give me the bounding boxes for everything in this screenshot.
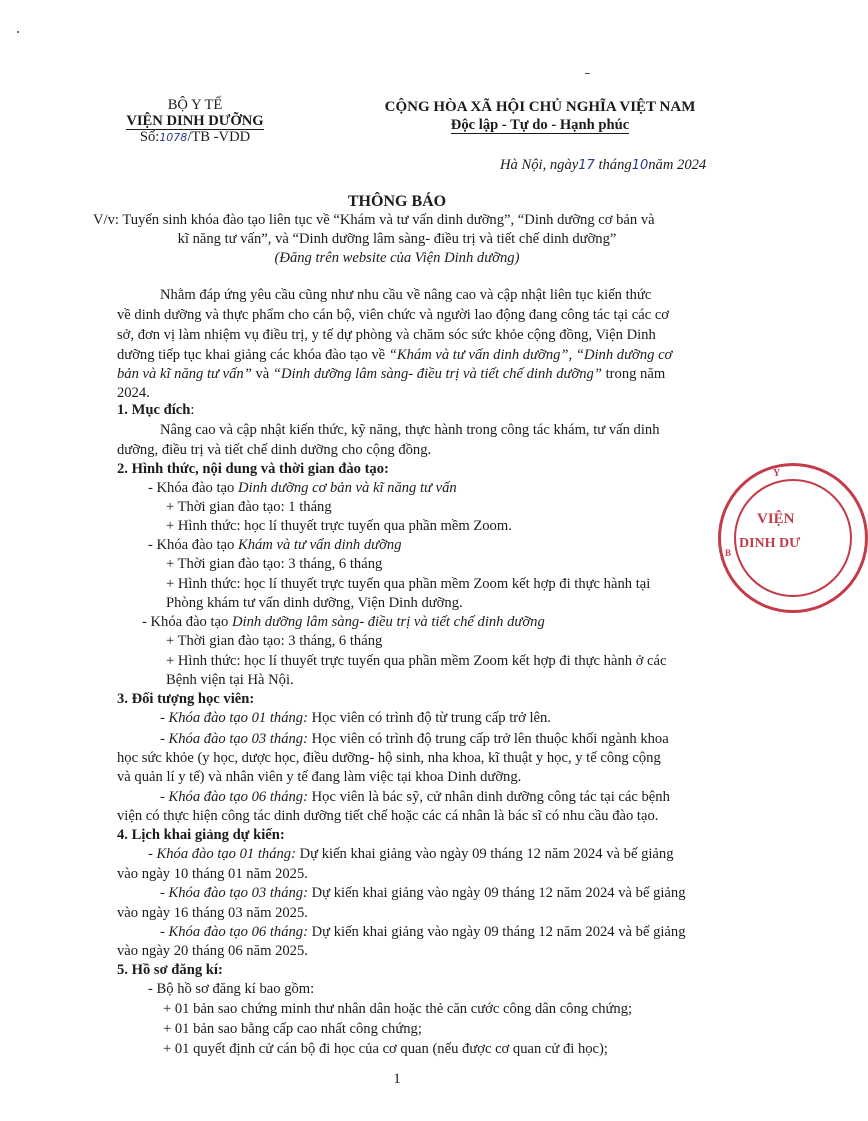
handwritten-day: 17 [578, 158, 595, 173]
handwritten-month: 10 [631, 158, 649, 173]
intro-line-4: dưỡng tiếp tục khai giảng các khóa đào tạo về “Khám và tư vấn dinh dưỡng”, “Dinh dưỡng cơ [117, 347, 673, 363]
audience-1-month: - Khóa đào tạo 01 tháng: Học viên có trình độ từ trung cấp trở lên. [160, 710, 551, 726]
section-4-heading: 4. Lịch khai giảng dự kiến: [117, 827, 285, 843]
section-2-heading: 2. Hình thức, nội dung và thời gian đào tạo: [117, 461, 389, 477]
course-2-form-2: Phòng khám tư vấn dinh dưỡng, Viện Dinh dưỡng. [166, 595, 463, 611]
official-stamp [718, 463, 868, 613]
country-name: CỘNG HÒA XÃ HỘI CHỦ NGHĨA VIỆT NAM [384, 99, 696, 115]
notice-title: THÔNG BÁO [347, 193, 447, 210]
dossier-item-1: + 01 bản sao chứng minh thư nhân dân hoặc thẻ căn cước công dân công chứng; [163, 1001, 633, 1017]
schedule-1-month-line-2: vào ngày 10 tháng 01 năm 2025. [117, 866, 308, 882]
course-1-title: - Khóa đào tạo Dinh dưỡng cơ bản và kĩ năng tư vấn [148, 480, 457, 496]
audience-6-month: - Khóa đào tạo 06 tháng: Học viên là bác sỹ, cử nhân dinh dưỡng công tác tại các bệnh [160, 789, 670, 805]
schedule-6-month-line-2: vào ngày 20 tháng 06 năm 2025. [117, 943, 308, 959]
course-2-title: - Khóa đào tạo Khám và tư vấn dinh dưỡng [148, 537, 402, 553]
national-motto: Độc lập - Tự do - Hạnh phúc [450, 117, 630, 133]
stamp-text-line-1: VIỆN [757, 511, 795, 527]
schedule-1-month: - Khóa đào tạo 01 tháng: Dự kiến khai giảng vào ngày 09 tháng 12 năm 2024 và bế giảng [148, 846, 674, 862]
course-3-time: + Thời gian đào tạo: 3 tháng, 6 tháng [166, 633, 383, 649]
scan-speck [585, 73, 590, 74]
dossier-intro: - Bộ hồ sơ đăng kí bao gồm: [148, 981, 315, 997]
section-5-heading: 5. Hồ sơ đăng kí: [117, 962, 223, 978]
handwritten-number: 1078 [159, 131, 188, 144]
dossier-item-2: + 01 bản sao bằng cấp cao nhất công chứng; [163, 1021, 422, 1037]
audience-6-month-line-2: viện có thực hiện công tác dinh dưỡng tiết chế hoặc các cá nhân là bác sĩ có nhu cầu đào tạo. [117, 808, 659, 824]
section-3-heading: 3. Đối tượng học viên: [117, 691, 255, 707]
header-right [330, 98, 750, 134]
course-1-time: + Thời gian đào tạo: 1 tháng [166, 499, 332, 515]
audience-3-month: - Khóa đào tạo 03 tháng: Học viên có trình độ trung cấp trở lên thuộc khối ngành khoa [160, 731, 669, 747]
subject-line-1: V/v: Tuyển sinh khóa đào tạo liên tục về “Khám và tư vấn dinh dưỡng”, “Dinh dưỡng cơ bản và [93, 212, 655, 228]
intro-line-2: về dinh dưỡng và thực phẩm cho cán bộ, viên chức và người lao động đang công tác tại các cơ [117, 307, 670, 323]
schedule-3-month: - Khóa đào tạo 03 tháng: Dự kiến khai giảng vào ngày 09 tháng 12 năm 2024 và bế giảng [160, 885, 686, 901]
dossier-item-3: + 01 quyết định cử cán bộ đi học của cơ quan (nếu được cơ quan cử đi học); [163, 1041, 608, 1057]
course-3-title: - Khóa đào tạo Dinh dưỡng lâm sàng- điều trị và tiết chế dinh dưỡng [142, 614, 545, 630]
stamp-text-line-2: DINH DƯ [739, 536, 801, 551]
course-2-time: + Thời gian đào tạo: 3 tháng, 6 tháng [166, 556, 383, 572]
scan-speck [17, 31, 19, 33]
stamp-top-letter: Y [773, 468, 781, 479]
audience-3-month-line-2: học sức khỏe (y học, dược học, điều dưỡng- hộ sinh, nha khoa, kĩ thuật y học, y tế công cộng [117, 750, 661, 766]
course-3-form-2: Bệnh viện tại Hà Nội. [166, 672, 294, 688]
schedule-3-month-line-2: vào ngày 16 tháng 03 năm 2025. [117, 905, 308, 921]
section-1-line-2: dưỡng, điều trị và tiết chế dinh dưỡng cho cộng đồng. [117, 442, 432, 458]
section-1-line-1: Nâng cao và cập nhật kiến thức, kỹ năng, thực hành trong công tác khám, tư vấn dinh [160, 422, 660, 438]
date-line: Hà Nội, ngày17 tháng10năm 2024 [500, 157, 707, 173]
course-3-form-1: + Hình thức: học lí thuyết trực tuyến qua phần mềm Zoom kết hợp đi thực hành ở các [166, 653, 667, 669]
course-2-form-1: + Hình thức: học lí thuyết trực tuyến qua phần mềm Zoom kết hợp đi thực hành tại [166, 576, 651, 592]
document-number: Số:1078/TB -VDD [139, 129, 251, 145]
audience-3-month-line-3: và quản lí y tế) và nhân viên y tế đang làm việc tại khoa Dinh dưỡng. [117, 769, 522, 785]
header-left [95, 97, 295, 146]
institute-name: VIỆN DINH DƯỠNG [126, 113, 264, 129]
stamp-side-letter: B [725, 548, 732, 558]
intro-line-1: Nhằm đáp ứng yêu cầu cũng như nhu cầu về nâng cao và cập nhật liên tục kiến thức [160, 287, 652, 303]
intro-line-3: sở, đơn vị làm nhiệm vụ điều trị, y tế dự phòng và chăm sóc sức khỏe cộng đồng, Viện Dinh [117, 327, 656, 343]
section-1-heading: 1. Mục đích: [117, 402, 195, 418]
page-number: 1 [393, 1071, 401, 1087]
intro-line-5: bản và kĩ năng tư vấn” và “Dinh dưỡng lâm sàng- điều trị và tiết chế dinh dưỡng” trong năm [117, 366, 666, 382]
intro-line-6: 2024. [117, 385, 150, 401]
course-1-form: + Hình thức: học lí thuyết trực tuyến qua phần mềm Zoom. [166, 518, 512, 534]
schedule-6-month: - Khóa đào tạo 06 tháng: Dự kiến khai giảng vào ngày 09 tháng 12 năm 2024 và bế giảng [160, 924, 686, 940]
subject-line-2: kĩ năng tư vấn”, và “Dinh dưỡng lâm sàng- điều trị và tiết chế dinh dưỡng” [177, 231, 617, 247]
ministry-name: BỘ Y TẾ [167, 97, 223, 113]
subject-line-3: (Đăng trên website của Viện Dinh dưỡng) [274, 250, 520, 266]
